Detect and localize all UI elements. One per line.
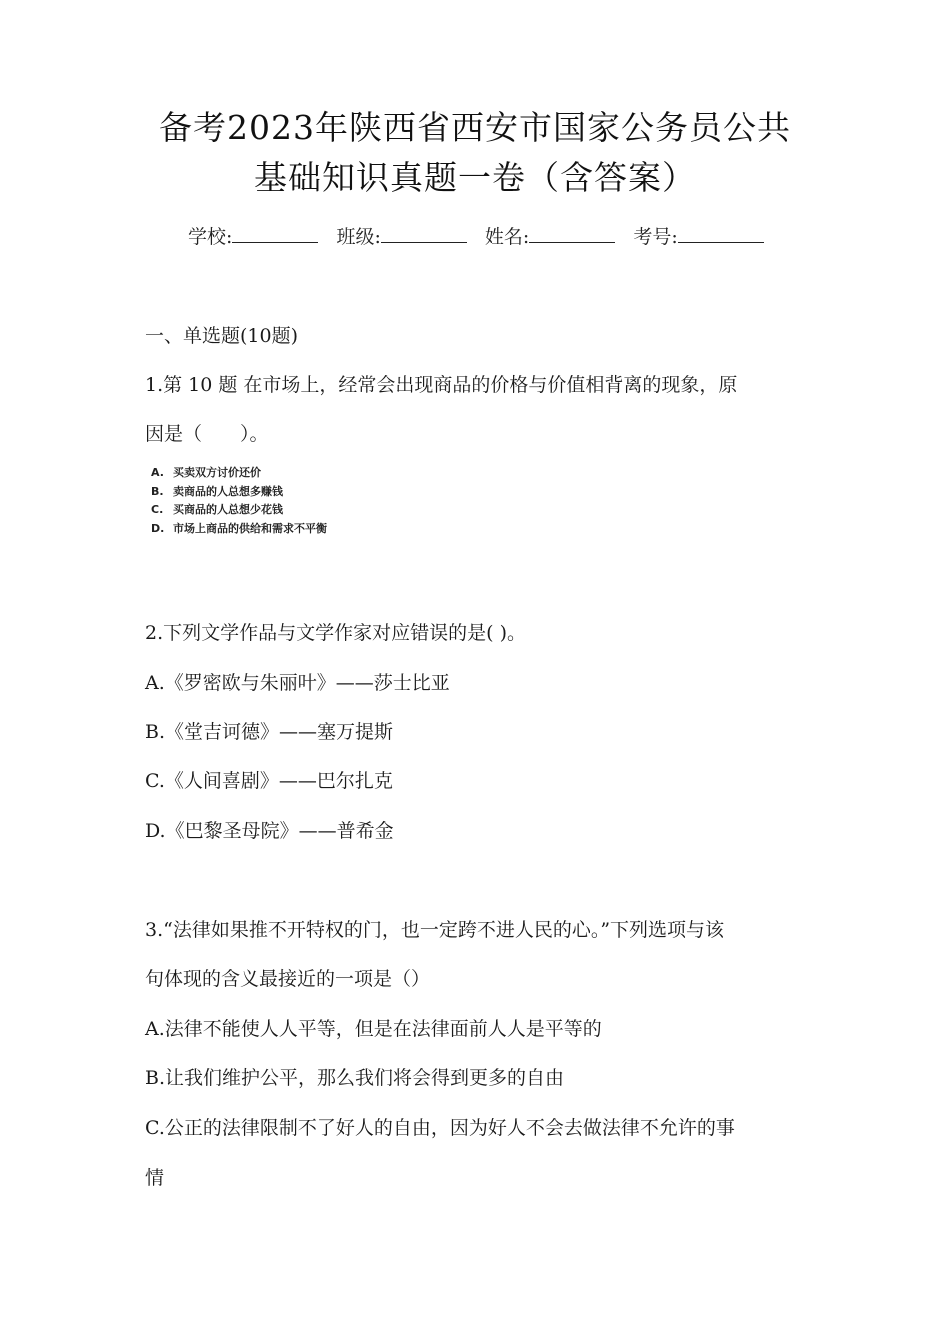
class-blank[interactable] (381, 224, 467, 243)
question-1-option-d: D. 市场上商品的供给和需求不平衡 (151, 521, 327, 535)
student-info-row (188, 222, 776, 249)
name-blank[interactable] (529, 224, 615, 243)
question-2-option-d: D.《巴黎圣母院》——普希金 (145, 820, 394, 842)
question-3-stem-line-1: 3.“法律如果推不开特权的门，也一定跨不进人民的心。”下列选项与该 (145, 919, 725, 941)
exam-number-blank[interactable] (678, 224, 764, 243)
question-1-option-b: B. 卖商品的人总想多赚钱 (151, 484, 283, 498)
question-2-option-c: C.《人间喜剧》——巴尔扎克 (145, 770, 393, 792)
question-2-option-a: A.《罗密欧与朱丽叶》——莎士比亚 (145, 672, 450, 694)
info-name: 姓名: (485, 226, 615, 248)
question-1-option-a: A. 买卖双方讨价还价 (151, 466, 261, 479)
info-school: 学校: (188, 226, 318, 248)
question-1-stem-line-2: 因是（ ）。 (145, 423, 269, 445)
question-3-option-c-continued: 情 (145, 1167, 165, 1189)
question-1-options-image (151, 464, 327, 538)
document-title-line-2: 基础知识真题一卷（含答案） (254, 158, 696, 197)
question-3-stem-line-2: 句体现的含义最接近的一项是（） (145, 968, 431, 990)
info-exam-number: 考号: (633, 226, 763, 248)
question-2-stem: 2.下列文学作品与文学作家对应错误的是( )。 (145, 622, 526, 644)
question-1-stem-line-1: 1.第 10 题 在市场上，经常会出现商品的价格与价值相背离的现象，原 (145, 374, 738, 396)
school-blank[interactable] (232, 224, 318, 243)
info-class: 班级: (336, 226, 466, 248)
question-3-option-a: A.法律不能使人人平等，但是在法律面前人人是平等的 (145, 1018, 602, 1040)
question-1-option-c: C. 买商品的人总想少花钱 (151, 503, 283, 516)
question-3-option-c: C.公正的法律限制不了好人的自由，因为好人不会去做法律不允许的事 (145, 1117, 735, 1139)
question-3-option-b: B.让我们维护公平，那么我们将会得到更多的自由 (145, 1067, 565, 1089)
question-2-option-b: B.《堂吉诃德》——塞万提斯 (145, 721, 394, 743)
document-title-line-1: 备考2023年陕西省西安市国家公务员公共 (159, 108, 791, 147)
section-heading: 一、单选题(10题) (145, 325, 299, 347)
